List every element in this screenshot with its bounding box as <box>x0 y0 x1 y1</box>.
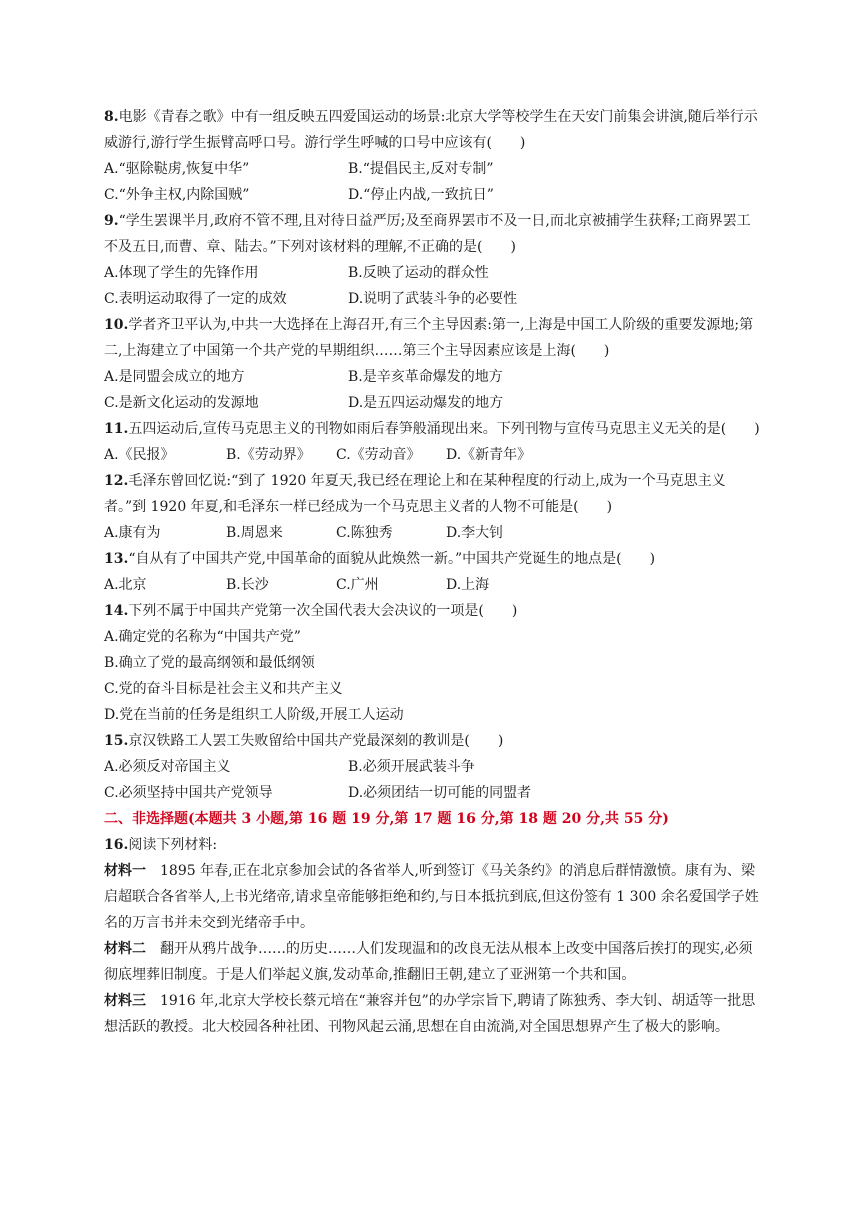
question-13 <box>104 546 764 598</box>
question-text: 电影《青春之歌》中有一组反映五四爱国运动的场景:北京大学等校学生在天安门前集会讲演,随后举行示威游行,游行学生振臂高呼口号。游行学生呼喊的口号中应该有( ) <box>104 109 758 151</box>
option-b[interactable]: B.反映了运动的群众性 <box>348 265 489 281</box>
material-label: 材料一 <box>104 863 146 879</box>
option-a[interactable]: A.体现了学生的先锋作用 <box>104 265 259 281</box>
question-text: 毛泽东曾回忆说:“到了 1920 年夏天,我已经在理论上和在某种程度的行动上,成为一个马克思主义者。”到 1920 年夏,和毛泽东一样已经成为一个马克思主义者的人物不可能是( ) <box>104 473 726 515</box>
material-label: 材料三 <box>104 993 146 1009</box>
exam-page <box>104 104 764 1040</box>
option-c[interactable]: C.党的奋斗目标是社会主义和共产主义 <box>104 681 343 697</box>
option-c[interactable]: C.表明运动取得了一定的成效 <box>104 291 287 307</box>
question-text: “学生罢课半月,政府不管不理,且对待日益严厉;及至商界罢市不及一日,而北京被捕学生获释;工商界罢工不及五日,而曹、章、陆去。”下列对该材料的理解,不正确的是( ) <box>104 213 751 255</box>
option-b[interactable]: B.确立了党的最高纲领和最低纲领 <box>104 655 315 671</box>
option-d[interactable]: D.李大钊 <box>446 525 504 541</box>
option-b[interactable]: B.《劳动界》 <box>226 447 311 463</box>
question-text: 五四运动后,宣传马克思主义的刊物如雨后春笋般涌现出来。下列刊物与宣传马克思主义无关的是( ) <box>128 421 760 437</box>
material-text: 1895 年春,正在北京参加会试的各省举人,听到签订《马关条约》的消息后群情激愤。康有为、梁启超联合各省举人,上书光绪帝,请求皇帝能够拒绝和约,与日本抵抗到底,但这份签有 1 300 余名爱国学子姓名的万言书并未交到光绪帝手中。 <box>104 863 759 931</box>
question-number: 10. <box>104 317 129 333</box>
question-number: 16. <box>104 837 129 853</box>
option-d[interactable]: D.党在当前的任务是组织工人阶级,开展工人运动 <box>104 707 404 723</box>
material-text: 翻开从鸦片战争……的历史……人们发现温和的改良无法从根本上改变中国落后挨打的现实,必须彻底埋葬旧制度。于是人们举起义旗,发动革命,推翻旧王朝,建立了亚洲第一个共和国。 <box>104 941 753 983</box>
option-b[interactable]: B.长沙 <box>226 577 269 593</box>
question-15 <box>104 728 764 806</box>
option-d[interactable]: D.说明了武装斗争的必要性 <box>348 291 518 307</box>
question-16 <box>104 832 764 1040</box>
question-text: 京汉铁路工人罢工失败留给中国共产党最深刻的教训是( ) <box>128 733 504 749</box>
question-10 <box>104 312 764 416</box>
option-a[interactable]: A.必须反对帝国主义 <box>104 759 231 775</box>
option-c[interactable]: C.广州 <box>336 577 379 593</box>
question-number: 8. <box>104 109 119 125</box>
question-number: 13. <box>104 551 129 567</box>
option-a[interactable]: A.《民报》 <box>104 447 175 463</box>
question-14 <box>104 598 764 728</box>
option-d[interactable]: D.《新青年》 <box>446 447 532 463</box>
question-text: “自从有了中国共产党,中国革命的面貌从此焕然一新。”中国共产党诞生的地点是( ) <box>128 551 656 567</box>
option-b[interactable]: B.必须开展武装斗争 <box>348 759 475 775</box>
material-1 <box>104 858 764 936</box>
option-b[interactable]: B.是辛亥革命爆发的地方 <box>348 369 503 385</box>
option-b[interactable]: B.“提倡民主,反对专制” <box>348 161 494 177</box>
option-c[interactable]: C.“外争主权,内除国贼” <box>104 187 250 203</box>
option-a[interactable]: A.是同盟会成立的地方 <box>104 369 245 385</box>
material-3 <box>104 988 764 1040</box>
section-heading: 二、非选择题(本题共 3 小题,第 16 题 19 分,第 17 题 16 分,第 18 题 20 分,共 55 分) <box>104 811 669 827</box>
question-number: 15. <box>104 733 129 749</box>
option-d[interactable]: D.必须团结一切可能的同盟者 <box>348 785 532 801</box>
option-d[interactable]: D.是五四运动爆发的地方 <box>348 395 504 411</box>
question-text: 下列不属于中国共产党第一次全国代表大会决议的一项是( ) <box>128 603 518 619</box>
material-text: 1916 年,北京大学校长蔡元培在“兼容并包”的办学宗旨下,聘请了陈独秀、李大钊、胡适等一批思想活跃的教授。北大校园各种社团、刊物风起云涌,思想在自由流淌,对全国思想界产生了极大的影响。 <box>104 993 756 1035</box>
option-a[interactable]: A.北京 <box>104 577 147 593</box>
question-number: 11. <box>104 421 129 437</box>
material-2 <box>104 936 764 988</box>
option-d[interactable]: D.“停止内战,一致抗日” <box>348 187 494 203</box>
material-label: 材料二 <box>104 941 146 957</box>
option-a[interactable]: A.确定党的名称为“中国共产党” <box>104 629 301 645</box>
question-8 <box>104 104 764 208</box>
option-d[interactable]: D.上海 <box>446 577 490 593</box>
option-c[interactable]: C.是新文化运动的发源地 <box>104 395 259 411</box>
question-text: 阅读下列材料: <box>128 837 218 853</box>
option-a[interactable]: A.“驱除鞑虏,恢复中华” <box>104 161 250 177</box>
question-number: 9. <box>104 213 119 229</box>
question-text: 学者齐卫平认为,中共一大选择在上海召开,有三个主导因素:第一,上海是中国工人阶级的重要发源地;第二,上海建立了中国第一个共产党的早期组织……第三个主导因素应该是上海( ) <box>104 317 754 359</box>
question-9 <box>104 208 764 312</box>
option-c[interactable]: C.《劳动音》 <box>336 447 421 463</box>
option-c[interactable]: C.必须坚持中国共产党领导 <box>104 785 273 801</box>
question-11 <box>104 416 764 468</box>
option-a[interactable]: A.康有为 <box>104 525 161 541</box>
question-number: 14. <box>104 603 129 619</box>
option-c[interactable]: C.陈独秀 <box>336 525 393 541</box>
question-number: 12. <box>104 473 129 489</box>
question-12 <box>104 468 764 546</box>
option-b[interactable]: B.周恩来 <box>226 525 283 541</box>
